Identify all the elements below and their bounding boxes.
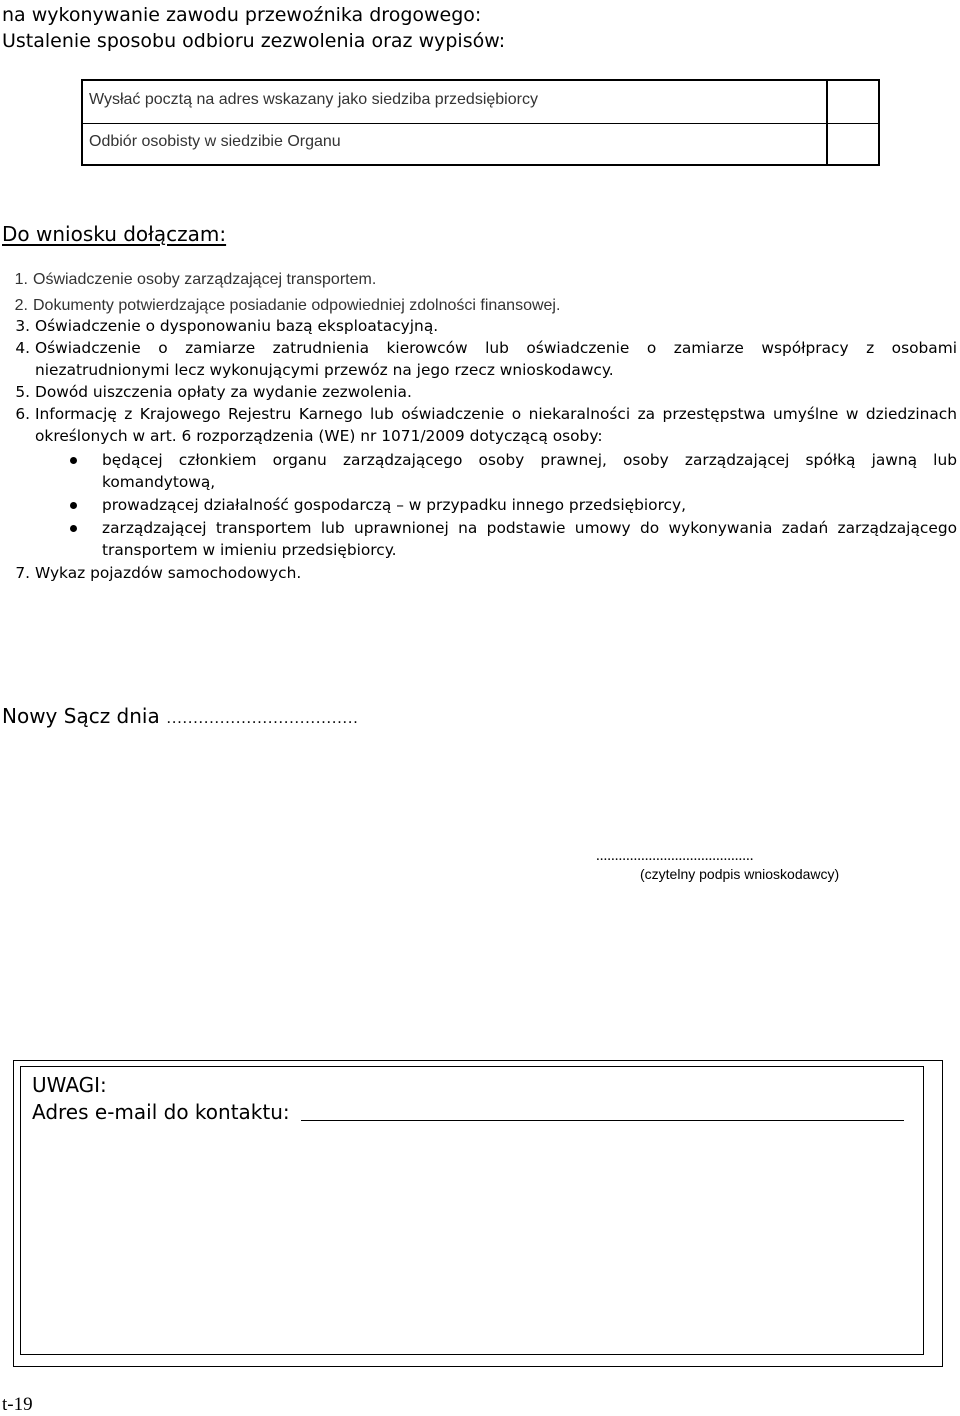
attachment-item bbox=[0, 403, 957, 561]
attachment-item-number: 4. bbox=[15, 339, 30, 357]
attachment-item bbox=[0, 267, 945, 293]
attachment-item-text: Dowód uiszczenia opłaty za wydanie zezwolenia. bbox=[35, 383, 412, 401]
attachments-list-part-1 bbox=[0, 267, 945, 319]
delivery-option-pickup bbox=[83, 123, 878, 165]
bullet-item bbox=[0, 449, 957, 493]
attachment-item bbox=[0, 315, 957, 337]
bullet-dot-icon bbox=[70, 502, 77, 509]
attachment-item-text: Wykaz pojazdów samochodowych. bbox=[35, 564, 302, 582]
signature-caption: (czytelny podpis wnioskodawcy) bbox=[640, 866, 840, 882]
attachment-item-6-bullets bbox=[0, 449, 957, 561]
attachment-item-number: 1. bbox=[14, 271, 28, 288]
attachment-item-text: Oświadczenie osoby zarządzającej transportem. bbox=[33, 271, 377, 288]
place-date-line bbox=[2, 704, 358, 731]
bullet-item-text: prowadzącej działalność gospodarczą – w przypadku innego przedsiębiorcy, bbox=[102, 496, 687, 514]
delivery-option-pickup-checkbox[interactable] bbox=[826, 123, 878, 165]
attachments-list-part-2 bbox=[0, 315, 957, 584]
attachment-item-text: Oświadczenie o dysponowaniu bazą eksploatacyjną. bbox=[35, 317, 439, 335]
attachment-item-text: Oświadczenie o zamiarze zatrudnienia kierowców lub oświadczenie o zamiarze współpracy z osobami niezatrudnionymi lecz wykonującymi przewóz na jego rzecz wnioskodawcy. bbox=[35, 339, 957, 379]
attachment-item-number: 3. bbox=[15, 317, 30, 335]
delivery-option-post-checkbox[interactable] bbox=[826, 81, 878, 123]
attachment-item bbox=[0, 337, 957, 381]
bullet-item bbox=[0, 517, 957, 561]
attachment-item-number: 2. bbox=[14, 297, 28, 314]
attachment-item-number: 5. bbox=[15, 383, 30, 401]
attachment-item bbox=[0, 562, 957, 584]
bullet-item bbox=[0, 494, 957, 516]
header-line-2: Ustalenie sposobu odbioru zezwolenia oraz wypisów: bbox=[2, 30, 506, 52]
attachment-item-number: 6. bbox=[15, 405, 30, 423]
bullet-item-text: będącej członkiem organu zarządzającego osoby prawnej, osoby zarządzającej spółką jawną lub komandytową, bbox=[102, 451, 957, 491]
delivery-option-post bbox=[83, 81, 878, 124]
page-code: t-19 bbox=[2, 1394, 33, 1415]
delivery-option-post-label: Wysłać pocztą na adres wskazany jako siedziba przedsiębiorcy bbox=[89, 91, 538, 108]
attachment-item-text: Dokumenty potwierdzające posiadanie odpowiedniej zdolności finansowej. bbox=[33, 297, 561, 314]
place-date-label: Nowy Sącz dnia bbox=[2, 704, 160, 728]
bullet-dot-icon bbox=[70, 457, 77, 464]
header-line-1: na wykonywanie zawodu przewoźnika drogowego: bbox=[2, 4, 482, 26]
attachment-item-number: 7. bbox=[15, 564, 30, 582]
email-field[interactable] bbox=[301, 1120, 904, 1121]
delivery-options-table bbox=[81, 79, 880, 166]
place-date-field[interactable]: ……………………………… bbox=[166, 710, 359, 727]
remarks-title: UWAGI: bbox=[32, 1073, 107, 1097]
email-label: Adres e-mail do kontaktu: bbox=[32, 1100, 290, 1124]
delivery-option-pickup-label: Odbiór osobisty w siedzibie Organu bbox=[89, 133, 341, 150]
signature-field[interactable]: .......................................... bbox=[596, 848, 754, 864]
attachments-title: Do wniosku dołączam: bbox=[2, 222, 227, 246]
bullet-dot-icon bbox=[70, 525, 77, 532]
bullet-item-text: zarządzającej transportem lub uprawnionej na podstawie umowy do wykonywania zadań zarządzającego transportem w imieniu przedsiębiorcy. bbox=[102, 519, 957, 559]
attachment-item-text: Informację z Krajowego Rejestru Karnego lub oświadczenie o niekaralności za przestępstwa umyślne w dziedzinach określonych w art. 6 rozporządzenia (WE) nr 1071/2009 dotyczącą osoby: bbox=[35, 405, 957, 445]
attachment-item bbox=[0, 381, 957, 403]
